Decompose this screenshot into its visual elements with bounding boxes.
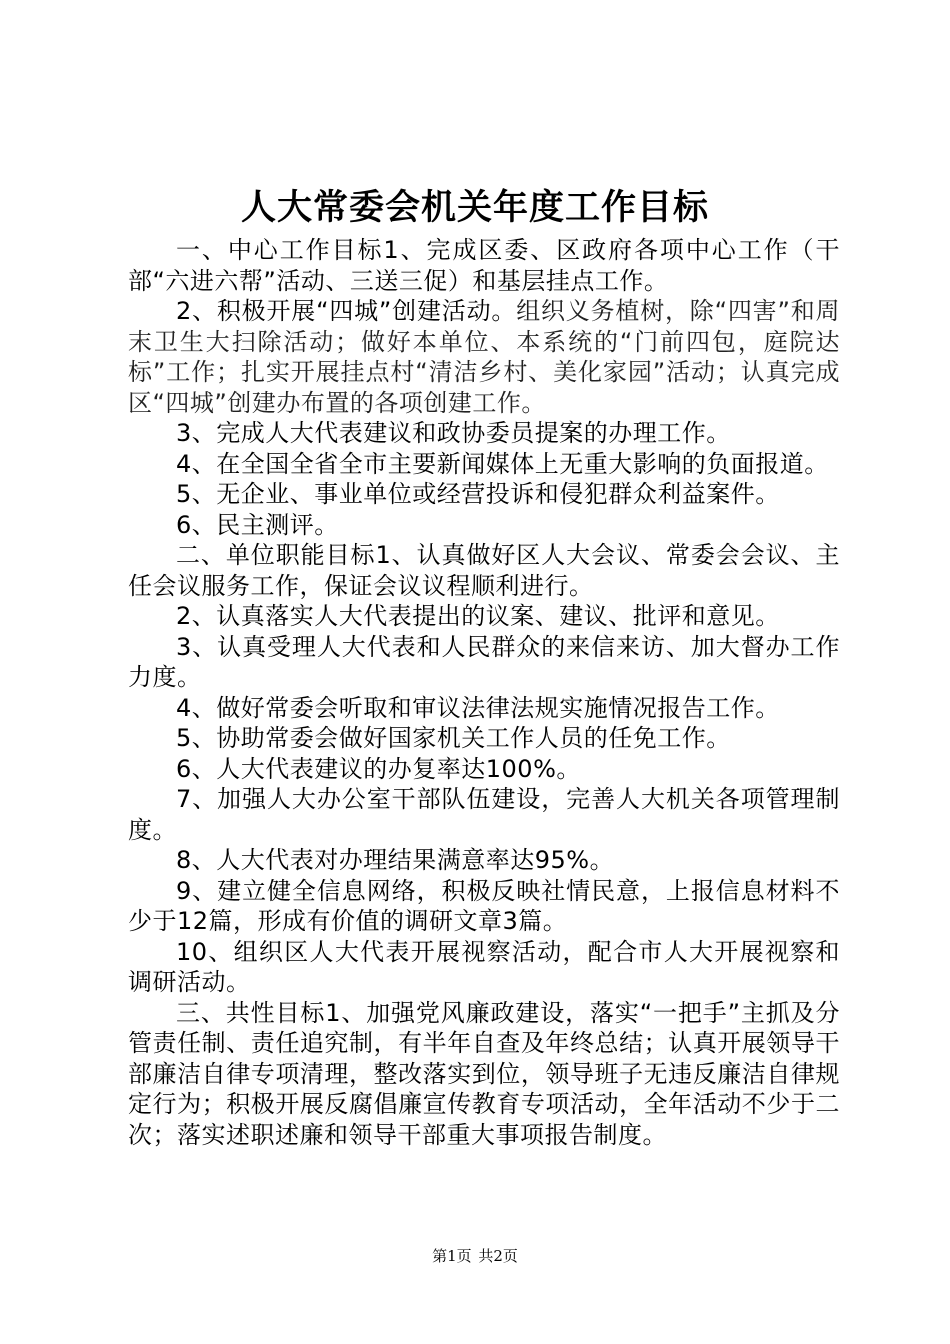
paragraph-10: 4、做好常委会听取和审议法律法规实施情况报告工作。 [176,693,780,722]
document-body [128,235,840,1150]
paragraph-9: 3、认真受理人大代表和人民群众的来信来访、加大督办工作力度。 [128,632,840,691]
paragraph-3: 3、完成人大代表建议和政协委员提案的办理工作。 [176,419,731,447]
page-footer [0,1246,950,1266]
paragraph-15: 9、建立健全信息网络，积极反映社情民意，上报信息材料不少于12篇，形成有价值的调研文章3篇。 [128,876,840,935]
paragraph-1: 一、中心工作目标1、完成区委、区政府各项中心工作（干部“六进六帮”活动、三送三促）和基层挂点工作。 [128,236,840,295]
paragraph-5: 5、无企业、事业单位或经营投诉和侵犯群众利益案件。 [176,480,780,508]
paragraph-8: 2、认真落实人大代表提出的议案、建议、批评和意见。 [176,602,780,630]
paragraph-11: 5、协助常委会做好国家机关工作人员的任免工作。 [176,724,731,752]
paragraph-2-continuation: 组织义务植树，除“四害”和周末卫生大扫除活动；做好本单位、本系统的“门前四包，庭院达标”工作；扎实开展挂点村“清洁乡村、美化家园”活动；认真完成区“四城”创建办布置的各项创建工作。 [128,297,840,417]
paragraph-2-lead: 2、积极开展“四城”创建活动。 [176,297,517,325]
paragraph-4: 4、在全国全省全市主要新闻媒体上无重大影响的负面报道。 [176,449,829,478]
paragraph-2 [128,296,840,418]
paragraph-14: 8、人大代表对办理结果满意率达95%。 [176,846,615,874]
page-title: 人大常委会机关年度工作目标 [240,188,709,228]
paragraph-7: 二、单位职能目标1、认真做好区人大会议、常委会会议、主任会议服务工作，保证会议议程顺利进行。 [128,541,840,600]
paragraph-13: 7、加强人大办公室干部队伍建设，完善人大机关各项管理制度。 [128,785,840,844]
paragraph-17: 三、共性目标1、加强党风廉政建设，落实“一把手”主抓及分管责任制、责任追究制，有半年自查及年终总结；认真开展领导干部廉洁自律专项清理，整改落实到位，领导班子无违反廉洁自律规定行为；积极开展反腐倡廉宣传教育专项活动，全年活动不少于二次；落实述职述廉和领导干部重大事项报告制度。 [128,998,840,1149]
page-number: 第1页 [432,1247,472,1265]
paragraph-6: 6、民主测评。 [176,510,339,539]
paragraph-12: 6、人大代表建议的办复率达100%。 [176,754,581,783]
paragraph-16: 10、组织区人大代表开展视察活动，配合市人大开展视察和调研活动。 [128,937,840,996]
page-total: 共2页 [478,1247,518,1265]
